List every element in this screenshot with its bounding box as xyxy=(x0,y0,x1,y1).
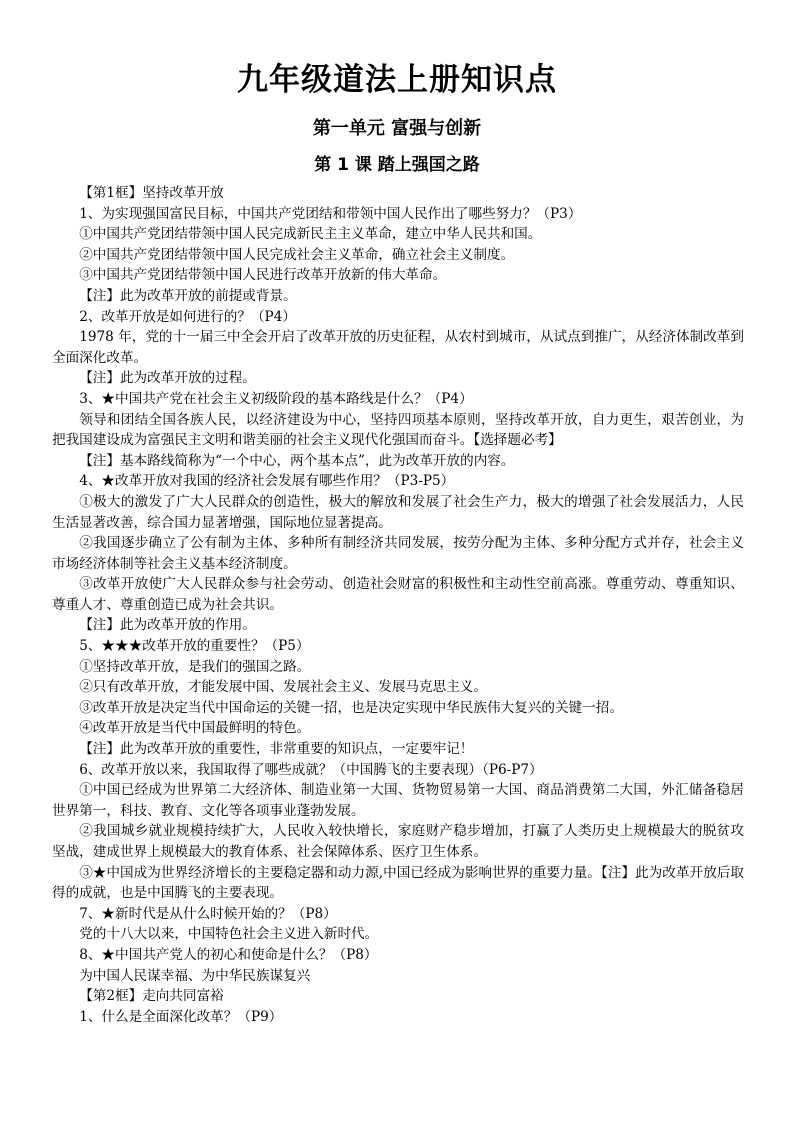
document-body xyxy=(52,183,744,1027)
answer-point: ③★中国成为世界经济增长的主要稳定器和动力源,中国已经成为影响世界的重要力量。【注】此为改革开放后取得的成就，也是中国腾飞的主要表现。 xyxy=(52,864,744,902)
answer-paragraph: 为中国人民谋幸福、为中华民族谋复兴 xyxy=(79,967,311,984)
lesson-heading: 第 1 课 踏上强国之路 xyxy=(314,155,480,175)
answer-point: ①坚持改革开放，是我们的强国之路。 xyxy=(79,658,311,675)
question: 7、★新时代是从什么时候开始的？（P8） xyxy=(79,905,337,922)
answer-point: ③改革开放使广大人民群众参与社会劳动、创造社会财富的积极性和主动性空前高涨。尊重劳动、尊重知识、尊重人才、尊重创造已成为社会共识。 xyxy=(52,576,744,613)
answer-point: ④改革开放是当代中国最鲜明的特色。 xyxy=(79,720,311,737)
note: 【注】此为改革开放的前提或背景。 xyxy=(79,287,297,304)
question: 4、★改革开放对我国的经济社会发展有哪些作用？（P3-P5） xyxy=(79,473,455,490)
answer-point: ①中国已经成为世界第二大经济体、制造业第一大国、货物贸易第一大国、商品消费第二大国，外汇储备稳居世界第一，科技、教育、文化等各项事业蓬勃发展。 xyxy=(52,782,744,819)
note: 【注】基本路线简称为“一个中心，两个基本点”，此为改革开放的内容。 xyxy=(79,452,515,469)
question: 5、★★★改革开放的重要性？（P5） xyxy=(79,638,310,655)
section-heading: 【第1框】坚持改革开放 xyxy=(79,185,224,201)
note: 【注】此为改革开放的过程。 xyxy=(79,370,256,387)
question: 6、改革开放以来，我国取得了哪些成就？（中国腾飞的主要表现）（P6-P7） xyxy=(79,761,543,778)
question: 8、★中国共产党人的初心和使命是什么？（P8） xyxy=(79,946,378,963)
answer-paragraph: 1978 年，党的十一届三中全会开启了改革开放的历史征程，从农村到城市，从试点到推广，从经济体制改革到全面深化改革。 xyxy=(52,329,744,366)
answer-point: ②中国共产党团结带领中国人民完成社会主义革命，确立社会主义制度。 xyxy=(79,246,515,263)
answer-point: ②只有改革开放，才能发展中国、发展社会主义、发展马克思主义。 xyxy=(79,679,487,696)
note: 【注】此为改革开放的作用。 xyxy=(79,617,256,634)
section-heading: 【第2框】走向共同富裕 xyxy=(79,988,224,1005)
document-title: 九年级道法上册知识点 xyxy=(237,62,557,98)
answer-point: ①中国共产党团结带领中国人民完成新民主主义革命，建立中华人民共和国。 xyxy=(79,226,542,243)
answer-point: ①极大的激发了广大人民群众的创造性，极大的解放和发展了社会生产力，极大的增强了社会发展活力，人民生活显著改善，综合国力显著增强，国际地位显著提高。 xyxy=(52,493,744,531)
question: 1、为实现强国富民目标，中国共产党团结和带领中国人民作出了哪些努力？（P3） xyxy=(79,205,582,222)
answer-point: ③中国共产党团结带领中国人民进行改革开放新的伟大革命。 xyxy=(79,267,447,284)
answer-point: ②我国逐步确立了公有制为主体、多种所有制经济共同发展，按劳分配为主体、多种分配方式并存，社会主义市场经济体制等社会主义基本经济制度。 xyxy=(52,535,744,572)
question: 1、什么是全面深化改革？（P9） xyxy=(79,1008,283,1025)
note: 【注】此为改革开放的重要性，非常重要的知识点，一定要牢记！ xyxy=(79,741,474,758)
answer-point: ③改革开放是决定当代中国命运的关键一招，也是决定实现中华民族伟大复兴的关键一招。 xyxy=(79,699,623,716)
answer-point: ②我国城乡就业规模持续扩大，人民收入较快增长，家庭财产稳步增加，打赢了人类历史上规模最大的脱贫攻坚战，建成世界上规模最大的教育体系、社会保障体系、医疗卫生体系。 xyxy=(52,823,744,860)
unit-heading: 第一单元 富强与创新 xyxy=(312,118,482,139)
answer-paragraph: 党的十八大以来，中国特色社会主义进入新时代。 xyxy=(79,926,379,943)
answer-paragraph: 领导和团结全国各族人民，以经济建设为中心，坚持四项基本原则，坚持改革开放，自力更生，艰苦创业，为把我国建设成为富强民主文明和谐美丽的社会主义现代化强国而奋斗。【选择题必考】 xyxy=(52,411,744,449)
question: 2、改革开放是如何进行的？（P4） xyxy=(79,308,296,325)
question: 3、★中国共产党在社会主义初级阶段的基本路线是什么？（P4） xyxy=(79,390,473,407)
